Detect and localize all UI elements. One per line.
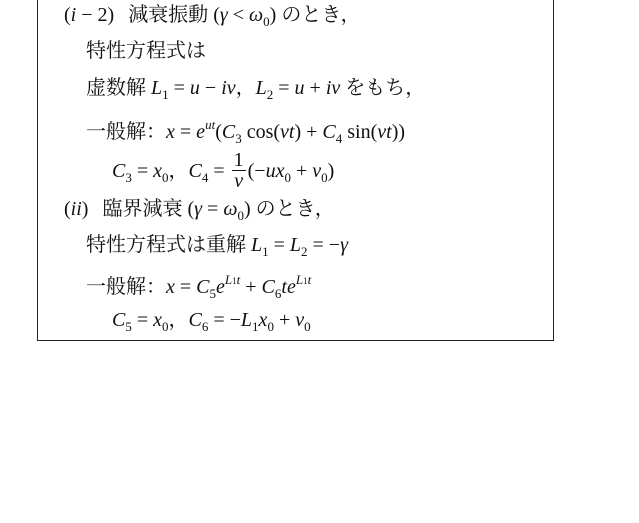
C-symbol: C	[322, 121, 336, 143]
iv-symbol: iv	[325, 77, 341, 99]
case-index-i: i	[70, 4, 77, 26]
u-symbol: u	[265, 160, 276, 183]
vt-arg: vt	[377, 121, 392, 143]
gamma-symbol: γ	[219, 4, 228, 26]
C-sub-6: 6	[274, 286, 282, 301]
equals: =	[208, 160, 230, 183]
equals-minus: = −	[208, 309, 241, 331]
C-sub-6: 6	[201, 319, 209, 334]
L-sub-2: 2	[266, 87, 274, 102]
x-symbol: x	[166, 121, 175, 143]
omega-subscript: 0	[263, 14, 270, 29]
x-symbol: x	[166, 276, 175, 298]
C-sub-4: 4	[201, 170, 209, 186]
double-root-label: 特性方程式は重解	[86, 234, 251, 256]
plus: +	[240, 276, 262, 298]
constants-line-1	[112, 149, 335, 193]
close-plus: ) +	[294, 121, 323, 143]
general-solution-label: 一般解：	[86, 121, 166, 143]
x-symbol: x	[258, 309, 268, 331]
fraction-one-over-v	[232, 150, 246, 191]
v-sub-0: 0	[304, 319, 311, 334]
exp-t: t	[307, 272, 312, 287]
general-solution-2	[86, 268, 311, 306]
t-symbol: t	[281, 276, 287, 298]
equals: =	[174, 276, 197, 298]
v-sub-0: 0	[321, 170, 328, 186]
gamma-symbol: γ	[194, 198, 203, 220]
case-ii-header	[64, 197, 335, 228]
equals: =	[273, 77, 295, 99]
critical-damping-label: 臨界減衰	[102, 198, 183, 220]
e-symbol: e	[196, 121, 206, 143]
vt-arg: vt	[280, 121, 295, 143]
exp-L-sub-1: 1	[303, 276, 308, 286]
paren-open: (	[64, 4, 71, 26]
C-symbol: C	[112, 160, 126, 183]
cos-func: cos(	[241, 121, 281, 143]
general-solution-label: 一般解：	[86, 276, 166, 298]
paren-open: (	[215, 121, 222, 143]
case-tail: のとき，	[250, 198, 335, 220]
x-symbol: x	[275, 160, 285, 183]
omega-subscript: 0	[237, 208, 244, 223]
separator: ，	[168, 160, 189, 183]
iv-symbol: iv	[221, 77, 236, 99]
cond-open: (	[208, 4, 220, 26]
L-symbol: L	[240, 309, 253, 331]
equals: =	[174, 121, 197, 143]
exp-L: L	[295, 272, 304, 287]
minus: −	[199, 77, 222, 99]
C-sub-5: 5	[209, 286, 217, 301]
plus: +	[290, 160, 313, 183]
C-symbol: C	[261, 276, 275, 298]
e-symbol: e	[286, 276, 296, 298]
imag-roots-line	[86, 76, 425, 107]
plus: +	[273, 309, 296, 331]
fraction-denominator: v	[234, 170, 244, 192]
char-eq-label	[86, 39, 206, 63]
L-sub-1: 1	[262, 244, 269, 259]
less-than: <	[227, 4, 250, 26]
omega-symbol: ω	[249, 4, 264, 26]
plus: +	[304, 77, 326, 99]
exp-L-sub-1: 1	[232, 276, 237, 286]
v-symbol: v	[312, 160, 322, 183]
x-symbol: x	[153, 309, 163, 331]
C-sub-3: 3	[125, 170, 132, 186]
equals: =	[131, 309, 154, 331]
C-symbol: C	[188, 309, 202, 331]
equals: =	[131, 160, 154, 183]
C-sub-4: 4	[335, 131, 343, 146]
C-sub-3: 3	[235, 131, 242, 146]
L-symbol: L	[289, 234, 302, 256]
C-symbol: C	[221, 121, 236, 143]
C-symbol: C	[112, 309, 126, 331]
cond-close: )	[269, 4, 277, 26]
imag-roots-tail: をもち，	[340, 77, 426, 99]
fraction-numerator: 1	[233, 149, 244, 171]
case-i2-header	[64, 3, 361, 34]
exp-t: t	[236, 272, 241, 287]
u-symbol: u	[294, 77, 305, 99]
C-symbol: C	[188, 160, 202, 183]
equals: =	[168, 77, 190, 99]
u-symbol: u	[189, 77, 200, 99]
cond-open: (	[182, 198, 195, 220]
double-root-line	[86, 233, 348, 264]
exp-L: L	[224, 272, 233, 287]
equals: =	[268, 234, 290, 256]
separator: ，	[235, 77, 256, 99]
C-symbol: C	[196, 276, 210, 298]
L-symbol: L	[251, 234, 263, 256]
case-index-ii: ii	[70, 198, 82, 220]
separator: ，	[168, 309, 189, 331]
L-sub-1: 1	[162, 87, 169, 102]
x-sub-0: 0	[267, 319, 274, 334]
L-symbol: L	[255, 77, 267, 99]
L-symbol: L	[151, 77, 163, 99]
sin-func: sin(	[342, 121, 378, 143]
paren-open: (	[64, 198, 71, 220]
exponent-L1t	[225, 272, 240, 287]
char-eq-text: 特性方程式は	[86, 40, 206, 62]
general-solution-1	[86, 113, 405, 151]
paren-close: ))	[391, 121, 406, 143]
case-index-rest: − 2)	[76, 4, 115, 26]
x-sub-0: 0	[284, 170, 291, 186]
x-sub-0: 0	[162, 319, 169, 334]
paren-open-minus: (−	[247, 160, 266, 183]
L-sub-2: 2	[301, 244, 308, 259]
cond-close: )	[243, 198, 251, 220]
L-sub-1: 1	[252, 319, 259, 334]
paren-close: )	[81, 198, 89, 220]
damped-oscillation-label: 減衰振動	[128, 4, 209, 26]
exponent-L1t	[296, 272, 311, 287]
paren-close: )	[327, 160, 335, 183]
e-symbol: e	[216, 276, 225, 298]
exponent-ut: ut	[205, 117, 216, 132]
equals: =	[202, 198, 224, 220]
case-tail: のとき，	[276, 4, 361, 26]
x-sub-0: 0	[162, 170, 169, 186]
x-symbol: x	[153, 160, 163, 183]
v-symbol: v	[295, 309, 305, 331]
C-sub-5: 5	[125, 319, 132, 334]
imag-roots-label: 虚数解	[86, 77, 151, 99]
constants-line-2	[112, 308, 311, 339]
gamma-symbol: γ	[340, 234, 348, 256]
omega-symbol: ω	[223, 198, 238, 220]
equals-minus: = −	[307, 234, 341, 256]
